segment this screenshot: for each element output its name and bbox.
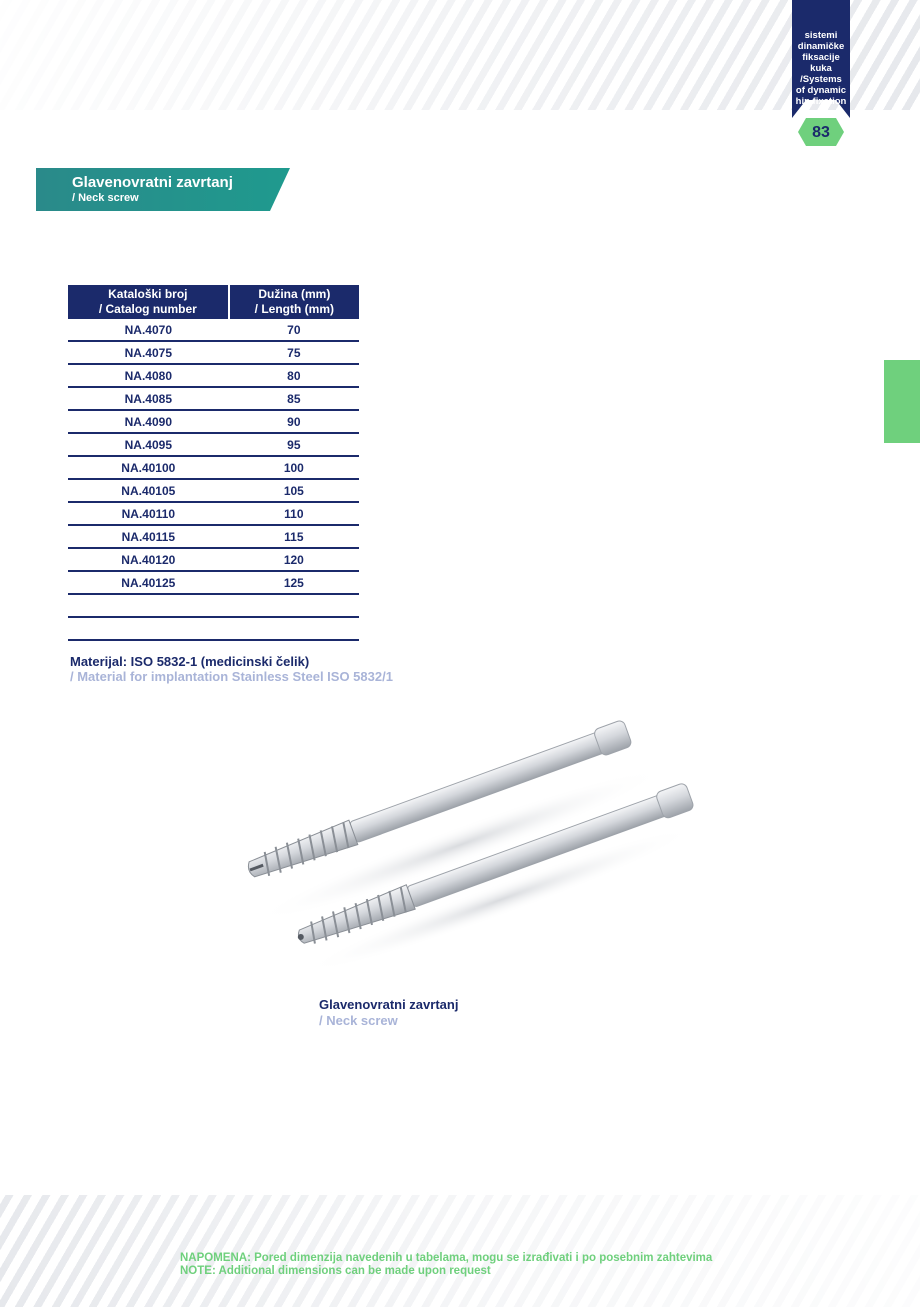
table-row-empty (68, 594, 359, 617)
material-note (70, 654, 393, 684)
bottom-stripe-pattern (0, 1195, 920, 1307)
catalog-number-cell: NA.40120 (68, 548, 229, 571)
length-cell (229, 617, 359, 640)
section-tab-line: /Systems (800, 74, 842, 85)
table-row (68, 410, 359, 433)
length-cell: 110 (229, 502, 359, 525)
catalog-table (68, 285, 359, 641)
catalog-number-cell: NA.4085 (68, 387, 229, 410)
table-header-row (68, 285, 359, 319)
footer-note-local: NAPOMENA: Pored dimenzija navedenih u tabelama, mogu se izrađivati i po posebnim zahtevima (180, 1252, 713, 1264)
catalog-number-cell: NA.4080 (68, 364, 229, 387)
length-cell: 120 (229, 548, 359, 571)
table-row-empty (68, 617, 359, 640)
length-cell: 95 (229, 433, 359, 456)
page-subtitle: / Neck screw (72, 192, 139, 204)
catalog-number-cell: NA.4095 (68, 433, 229, 456)
illustration-caption (319, 997, 458, 1029)
header-line: Dužina (mm) (258, 287, 331, 301)
page-number: 83 (812, 124, 830, 141)
catalog-number-cell (68, 594, 229, 617)
footer-note (180, 1252, 712, 1278)
length-cell: 70 (229, 319, 359, 341)
section-tab-line: kuka (810, 63, 832, 74)
length-cell: 115 (229, 525, 359, 548)
header-line: / Catalog number (98, 302, 197, 316)
table-row (68, 571, 359, 594)
table-row (68, 525, 359, 548)
table-row (68, 433, 359, 456)
table-row (68, 364, 359, 387)
catalog-number-cell: NA.40100 (68, 456, 229, 479)
footer-note-english: NOTE: Additional dimensions can be made upon request (180, 1265, 491, 1277)
material-line-english: / Material for implantation Stainless Steel ISO 5832/1 (70, 669, 393, 684)
header-line: / Length (mm) (254, 302, 334, 316)
section-tab-line: fiksacije (802, 52, 840, 63)
table-row (68, 341, 359, 364)
catalog-number-cell: NA.40125 (68, 571, 229, 594)
table-row (68, 479, 359, 502)
neck-screw-2 (293, 782, 694, 951)
title-banner (36, 168, 290, 211)
catalog-number-cell: NA.40110 (68, 502, 229, 525)
section-tab (792, 0, 850, 150)
table-row (68, 319, 359, 341)
page-title: Glavenovratni zavrtanj (72, 174, 233, 191)
material-line-local: Materijal: ISO 5832-1 (medicinski čelik) (70, 654, 310, 669)
section-tab-line: of dynamic (795, 85, 847, 96)
length-cell: 85 (229, 387, 359, 410)
header-line: Kataloški broj (108, 287, 188, 301)
length-cell: 75 (229, 341, 359, 364)
length-cell: 80 (229, 364, 359, 387)
header-length (229, 285, 359, 319)
neck-screw-illustration (240, 720, 700, 980)
catalog-number-cell (68, 617, 229, 640)
catalog-number-cell: NA.4090 (68, 410, 229, 433)
section-tab-text (792, 30, 850, 107)
table-row (68, 387, 359, 410)
length-cell: 125 (229, 571, 359, 594)
green-edge-marker (884, 360, 920, 443)
table-row (68, 502, 359, 525)
header-catalog-number (68, 285, 229, 319)
table-row (68, 548, 359, 571)
caption-line-local: Glavenovratni zavrtanj (319, 997, 459, 1012)
length-cell: 105 (229, 479, 359, 502)
section-tab-line: dinamičke (797, 41, 845, 52)
length-cell: 100 (229, 456, 359, 479)
length-cell (229, 594, 359, 617)
catalog-number-cell: NA.4070 (68, 319, 229, 341)
catalog-number-cell: NA.40105 (68, 479, 229, 502)
caption-line-english: / Neck screw (319, 1013, 398, 1028)
top-stripe-pattern (0, 0, 920, 110)
section-tab-line: hip fixation (795, 96, 847, 107)
section-tab-line: sistemi (804, 30, 838, 41)
table-row (68, 456, 359, 479)
length-cell: 90 (229, 410, 359, 433)
catalog-number-cell: NA.40115 (68, 525, 229, 548)
catalog-number-cell: NA.4075 (68, 341, 229, 364)
